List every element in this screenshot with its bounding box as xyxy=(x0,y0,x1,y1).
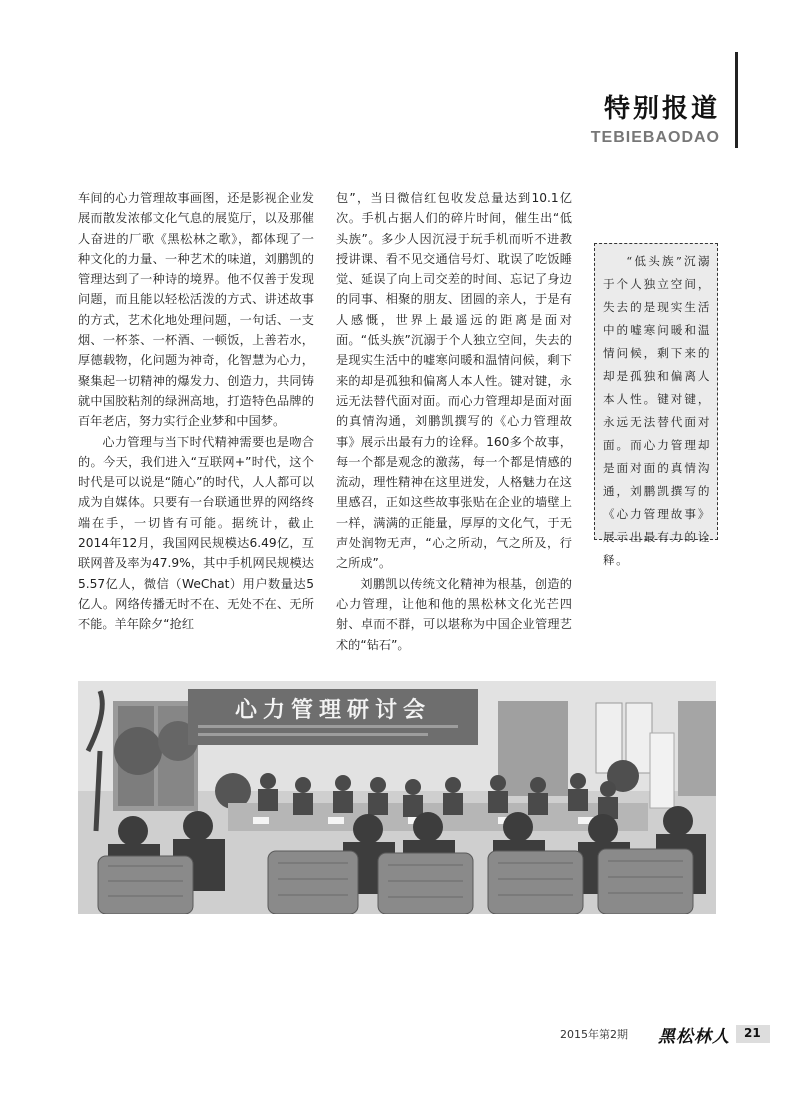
issue-label: 2015年第2期 xyxy=(560,1028,628,1041)
section-pinyin: TEBIEBAODAO xyxy=(590,129,720,146)
article-paragraph: 刘鹏凯以传统文化精神为根基，创造的心力管理，让他和他的黑松林文化光芒四射、卓而不群，可以堪称为中国企业管理艺术的“钻石”。 xyxy=(336,576,572,652)
header-divider xyxy=(735,52,738,148)
article-paragraph: 车间的心力管理故事画图，还是影视企业发展而散发浓郁文化气息的展览厅，以及那催人奋进的厂歌《黑松林之歌》，都体现了一种文化的力量、一种艺术的味道，刘鹏凯的管理达到了一种诗的境界。他不仅善于发现问题，而且能以轻松活泼的方式、讲述故事的方式，艺术化地处理问题，一句话、一支烟、一杯茶、一杯酒、一顿饭，上善若水，厚德载物，化问题为神奇，化智慧为心力，聚集起一切精神的爆发力、创造力，共同铸就中国胶粘剂的绿洲高地，打造特色品牌的百年老店，努力实行企业梦和中国梦。 xyxy=(78,191,314,429)
banner-title: 心力管理研讨会 xyxy=(234,698,432,723)
article-paragraph: 心力管理与当下时代精神需要也是吻合的。今天，我们进入“互联网+”时代，这个时代是可以说是“随心”的时代，人人都可以成为自媒体。只要有一台联通世界的网络终端在手，一切皆有可能。据统计，截止2014年12月，我国网民规模达6.49亿，互联网普及率为47.9%，其中手机网民规模达5.57亿人，微信（WeChat）用户数量达5亿人。网络传播无时不在、无处不在、无所不能。羊年除夕“抢红 xyxy=(78,434,314,632)
page-footer xyxy=(560,1025,770,1047)
article-paragraph: 包”，当日微信红包收发总量达到10.1亿次。手机占据人们的碎片时间，催生出“低头族”。多少人因沉浸于玩手机而听不进教授讲课、看不见交通信号灯、耽误了吃饭睡觉、延误了向上司交差的时间、忘记了身边的同事、相聚的朋友、团圆的亲人，于是有人感慨，世界上最遥远的距离是面对面。“低头族”沉溺于个人独立空间，失去的是现实生活中的嘘寒问暖和温情问候，剩下来的却是孤独和偏离人本人性。键对键，永远无法替代面对面。而心力管理却是面对面的真情沟通，刘鹏凯撰写的《心力管理故事》展示出最有力的诠释。160多个故事，每一个都是观念的激荡，每一个都是情感的流动，理性精神在这里迸发，人格魅力在这里感召，正如这些故事张贴在企业的墙壁上一样，满满的正能量，厚厚的文化气，于无声处润物无声，“心之所动，气之所及，行之所成”。 xyxy=(336,191,572,571)
article-column-left xyxy=(78,188,314,635)
article-column-middle xyxy=(336,188,572,655)
section-title: 特别报道 xyxy=(603,94,720,124)
pull-quote: “低头族”沉溺于个人独立空间，失去的是现实生活中的嘘寒问暖和温情问候，剩下来的却是孤独和偏离人本人性。键对键，永远无法替代面对面。而心力管理却是面对面的真情沟通，刘鹏凯撰写的《心力管理故事》展示出最有力的诠释。 xyxy=(594,243,718,540)
page-number: 21 xyxy=(744,1026,761,1040)
conference-photo-illustration xyxy=(78,681,716,914)
magazine-logo: 黑松林人 xyxy=(658,1027,730,1047)
conference-photo xyxy=(78,681,716,914)
